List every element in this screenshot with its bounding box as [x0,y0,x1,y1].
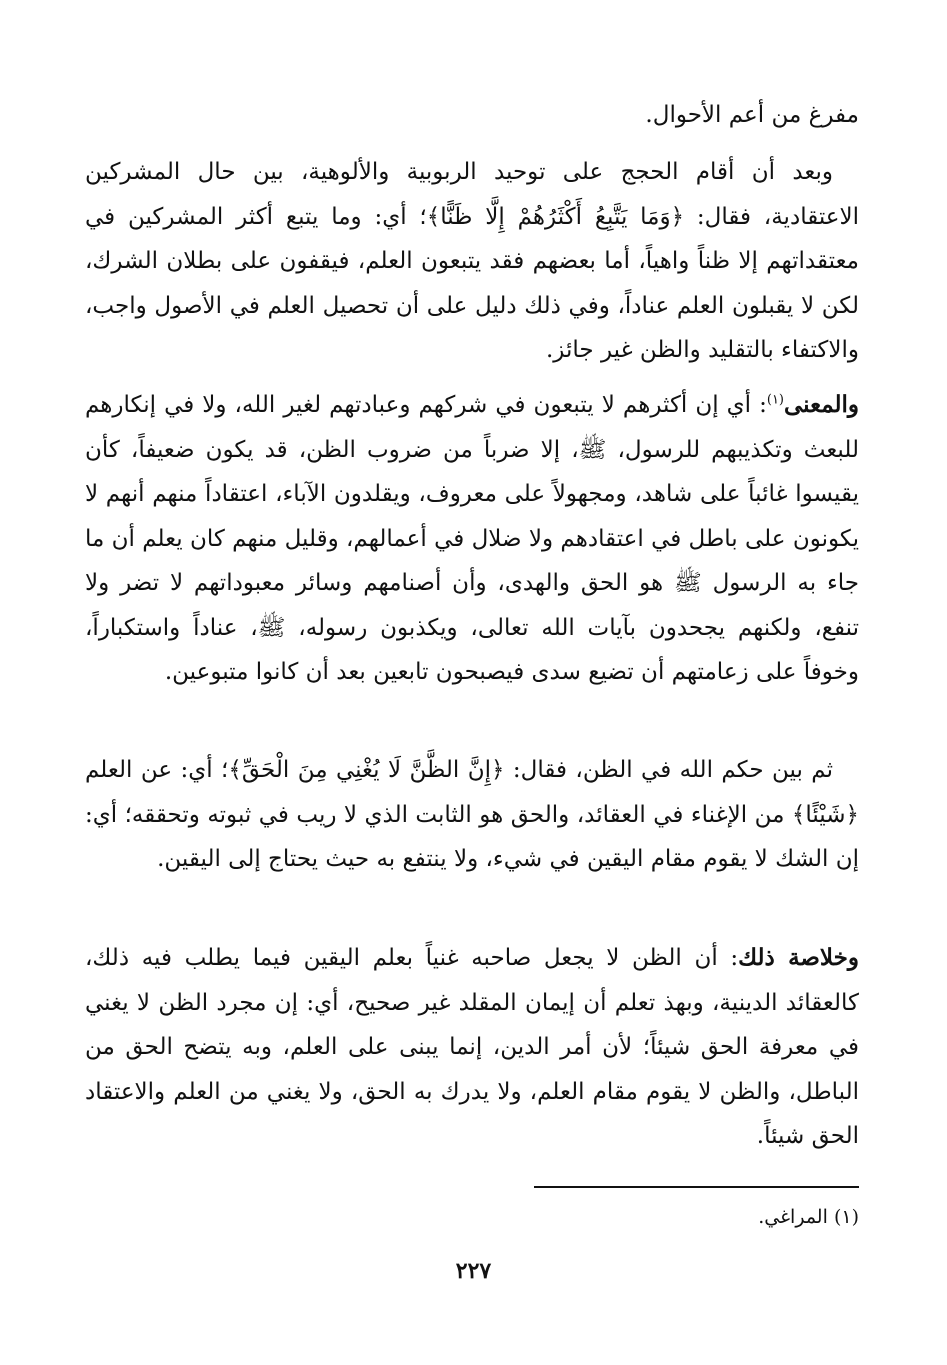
footnote-divider [534,1186,859,1188]
footnote [758,1202,859,1232]
quran-verse: ﴿وَمَا يَتَّبِعُ أَكْثَرُهُمْ إِلَّا ظَنًّا﴾ [426,203,685,230]
paragraph-text: : أن الظن لا يجعل صاحبه غنياً بعلم اليقين فيما يطلب فيه ذلك، كالعقائد الدينية، وبهذ تعلم أن إيمان المقلد غير صحيح، أي: إن مجرد الظن لا يغني في معرفة الحق شيئاً؛ لأن أمر الدين، إنما يبنى على العلم، وبه يتضح الحق من الباطل، والظن لا يقوم مقام العلم، ولا يدرك به الحق، ولا يغني من العلم والاعتقاد الحق شيئاً. [85,945,859,1149]
footnote-text: المراغي. [758,1206,828,1228]
lead-term: وخلاصة ذلك [738,944,859,971]
footnote-reference: (١) [766,392,784,408]
lead-term: والمعنى [784,391,860,418]
paragraph-opening-text: مفرغ من أعم الأحوال. [645,102,859,128]
paragraph-text: ؛ أي: عن العلم [85,757,229,783]
paragraph-text: ؛ أي: وما يتبع أكثر المشركين في معتقداتهم إلا ظناً واهياً، أما بعضهم فقد يتبعون العلم، فيقفون على بطلان الشرك، لكن لا يقبلون العلم عناداً، وفي ذلك دليل على أن تحصيل العلم في الأصول واجب، والاكتفاء بالتقليد والظن غير جائز. [85,203,859,363]
footnote-marker: (١) [833,1206,859,1228]
paragraph-text: : أي إن أكثرهم لا يتبعون في شركهم وعبادتهم لغير الله، ولا في إنكارهم للبعث وتكذيبهم للرسول، ﷺ، إلا ضرباً من ضروب الظن، قد يكون ضعيفاً، كأن يقيسوا غائباً على شاهد، ومجهولاً على معروف، ويقلدون الآباء، اعتقاداً منهم أنهم لا يكونون على باطل في اعتقادهم ولا ضلال في أعمالهم، وقليل منهم كان يعلم أن ما جاء به الرسول ﷺ هو الحق والهدى، وأن أصنامهم وسائر معبوداتهم لا تضر ولا تنفع، ولكنهم يجحدون بآيات الله تعالى، ويكذبون رسوله، ﷺ، عناداً واستكباراً، وخوفاً على زعامتهم أن تضيع سدى فيصبحون تابعين بعد أن كانوا متبوعين. [85,392,859,685]
paragraph-text: من الإغناء في العقائد، والحق هو الثابت الذي لا ريب في ثبوته وتحققه؛ أي: إن الشك لا يقوم مقام اليقين في شيء، ولا ينتفع به حيث يحتاج إلى اليقين. [85,801,859,872]
paragraph-text: ثم بين حكم الله في الظن، فقال: [504,757,833,783]
paragraph-text: وبعد أن أقام الحجج على توحيد الربوبية والألوهية، بين حال المشركين الاعتقادية، فقال: [85,159,860,230]
paragraph-summary [85,936,859,1159]
quran-verse: ﴿شَيْئًا﴾ [791,801,859,828]
paragraph-meaning [85,383,859,695]
paragraph-opening [85,93,859,138]
paragraph-ruling-on-conjecture [85,748,859,882]
quran-verse: ﴿إِنَّ الظَّنَّ لَا يُغْنِي مِنَ الْحَقِّ﴾ [228,757,505,783]
page-number: ٢٢٧ [455,1258,492,1284]
paragraph-idolaters-belief [85,150,859,373]
